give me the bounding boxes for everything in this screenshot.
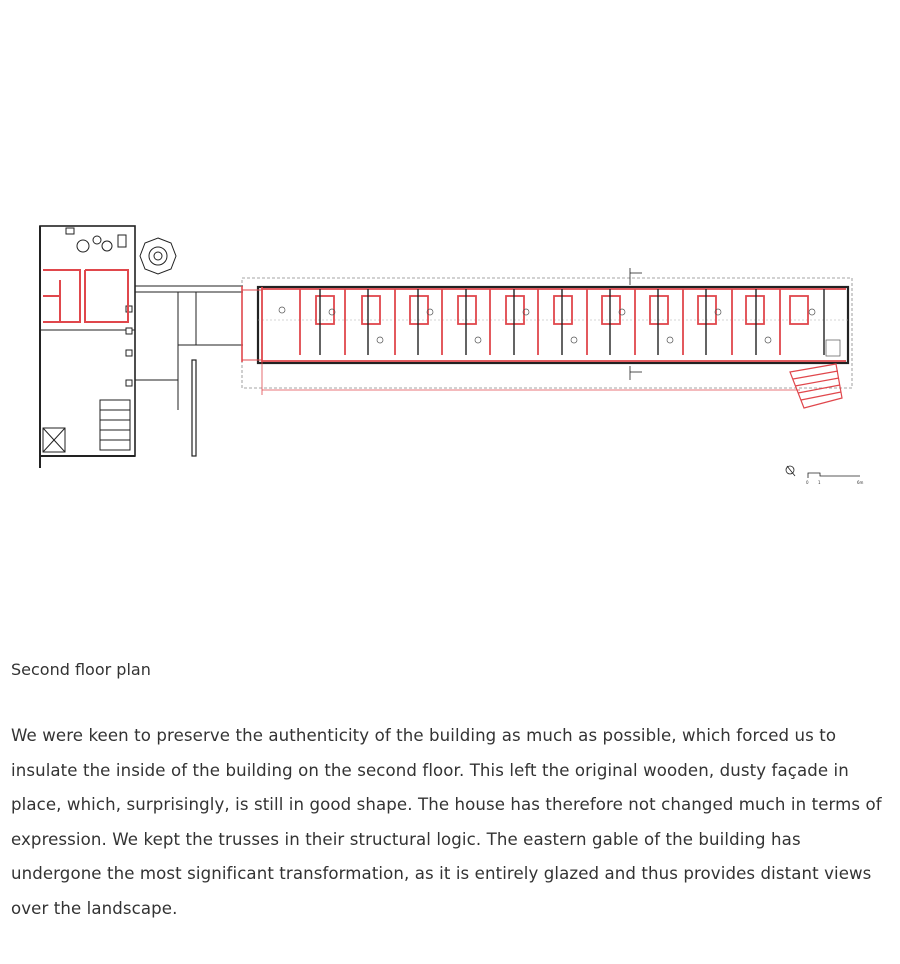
north-arrow-and-scale bbox=[786, 466, 864, 485]
exterior-stair bbox=[790, 364, 842, 408]
long-building bbox=[242, 268, 852, 395]
scale-label: 6m bbox=[857, 480, 864, 485]
second-floor-plan-drawing bbox=[0, 200, 900, 500]
scale-tick-0: 0 bbox=[806, 480, 809, 485]
west-building bbox=[40, 226, 243, 468]
scale-tick-1: 1 bbox=[818, 480, 821, 485]
west-building-red-walls bbox=[43, 270, 128, 322]
description-paragraph: We were keen to preserve the authenticity of the building as much as possible, which forced us to insulate the inside of the building on the second floor. This left the original wooden, dusty façade in place, which, surprisingly, is still in good shape. The house has therefore not changed much in terms of expression. We kept the trusses in their structural logic. The eastern gable of the building has undergone the most significant transformation, as it is entirely glazed and thus provides distant views over the landscape. bbox=[11, 726, 882, 918]
figure-caption: Second floor plan bbox=[11, 660, 151, 679]
gazebo bbox=[140, 238, 176, 274]
